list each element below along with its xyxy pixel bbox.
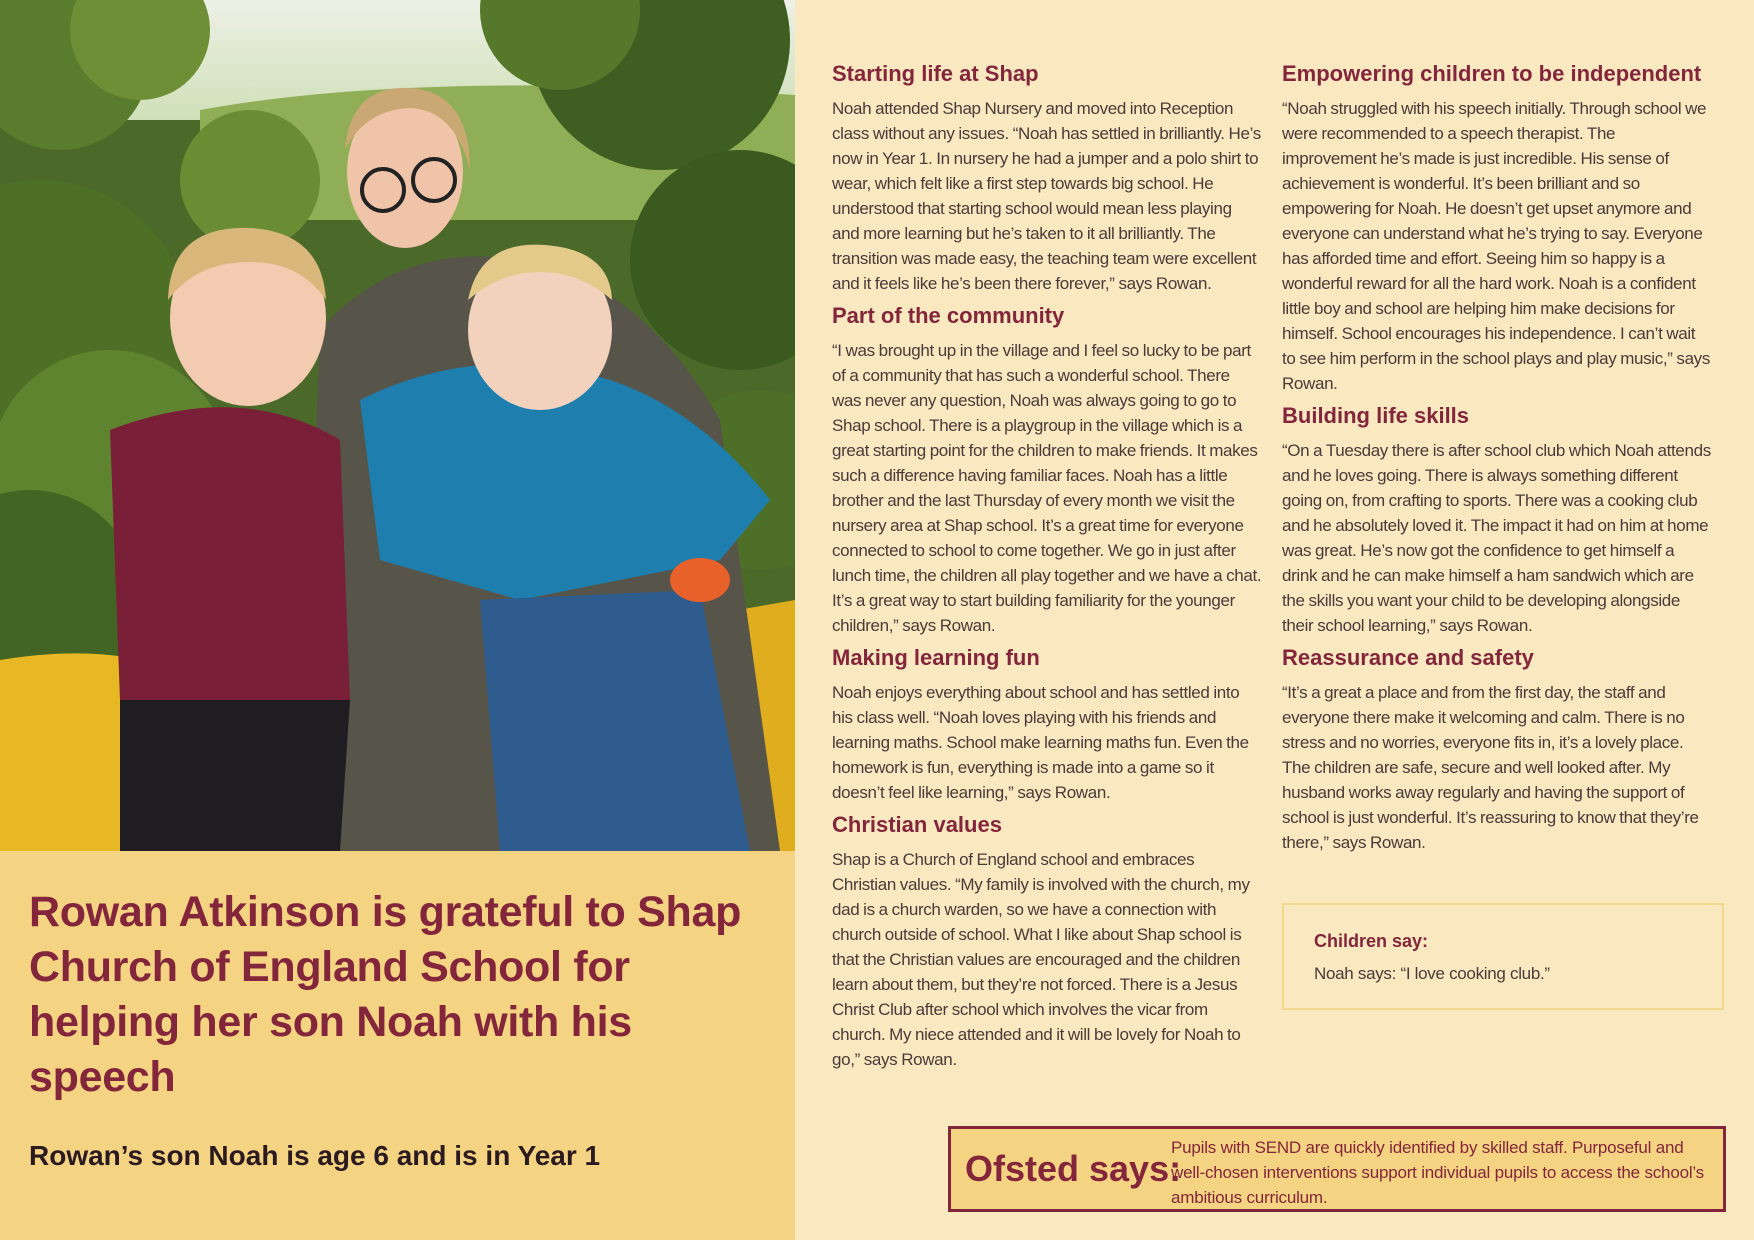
ofsted-quote: Pupils with SEND are quickly identified by skilled staff. Purposeful and well-chosen interventions support individual pupils to access the school’s ambitious curriculum. [1171, 1138, 1704, 1207]
section-heading: Christian values [832, 812, 1002, 837]
children-say-quote: Noah says: “I love cooking club.” [1314, 964, 1550, 983]
section-heading: Empowering children to be independent [1282, 61, 1702, 86]
section-body: “It’s a great a place and from the first day, the staff and everyone there make it welcoming and calm. There is no stress and no worries, everyone fits in, it’s a lovely place. The children are safe, secure and well looked after. My husband works away regularly and having the support of school is just wonderful. It’s reassuring to know that they’re there,” says Rowan. [1282, 683, 1699, 852]
section-body: Noah enjoys everything about school and has settled into his class well. “Noah loves playing with his friends and learning maths. School make learning maths fun. Even the homework is fun, everything is made into a game so it doesn’t feel like learning,” says Rowan. [832, 683, 1249, 802]
section-body: “I was brought up in the village and I feel so lucky to be part of a community that has such a wonderful school. There was never any question, Noah was always going to go to Shap school. There is a playgroup in the village which is a great starting point for the children to make friends. It makes such a difference having familiar faces. Noah has a little brother and the last Thursday of every month we visit the nursery area at Shap school. It’s a great time for everyone connected to school to come together. We go in just after lunch time, the children all play together and we have a chat. It’s a great way to start building familiarity for the younger children,” says Rowan. [832, 341, 1262, 635]
section-body: Noah attended Shap Nursery and moved into Reception class without any issues. “Noah has settled in brilliantly. He’s now in Year 1. In nursery he had a jumper and a polo shirt to wear, which felt like a first step towards big school. He understood that starting school would mean less playing and more learning but he’s taken to it all brilliantly. The transition was made easy, the teaching team were excellent and it feels like he’s been there forever,” says Rowan. [832, 99, 1261, 293]
right-text-column [1282, 58, 1712, 859]
section-heading: Building life skills [1282, 403, 1470, 428]
section-body: “On a Tuesday there is after school club which Noah attends and he loves going. There is always something different going on, from crafting to sports. There was a cooking club and he absolutely loved it. The impact it had on him at home was great. He’s now got the confidence to get himself a drink and he can make himself a ham sandwich which are the skills you want your child to be developing alongside their school learning,” says Rowan. [1282, 441, 1711, 635]
subheadline: Rowan’s son Noah is age 6 and is in Year 1 [29, 1140, 601, 1171]
section-heading: Making learning fun [832, 645, 1040, 670]
section-heading: Part of the community [832, 303, 1065, 328]
ofsted-title: Ofsted says: [965, 1148, 1182, 1189]
family-photo [0, 0, 795, 851]
children-say-title: Children say: [1314, 931, 1429, 951]
children-say-box [1282, 903, 1724, 1010]
section-body: Shap is a Church of England school and embraces Christian values. “My family is involved with the church, my dad is a church warden, so we have a connection with church outside of school. What I like about Shap school is that the Christian values are encouraged and the children learn about them, but they’re not forced. There is a Jesus Christ Club after school which involves the vicar from church. My niece attended and it will be lovely for Noah to go,” says Rowan. [832, 850, 1250, 1069]
section-heading: Reassurance and safety [1282, 645, 1534, 670]
ofsted-box [948, 1126, 1726, 1212]
section-heading: Starting life at Shap [832, 61, 1039, 86]
section-body: “Noah struggled with his speech initially. Through school we were recommended to a speech therapist. The improvement he’s made is just incredible. His sense of achievement is wonderful. It’s been brilliant and so empowering for Noah. He doesn’t get upset anymore and everyone can understand what he’s trying to say. Everyone has afforded time and effort. Seeing him so happy is a wonderful reward for all the hard work. Noah is a confident little boy and school are helping him make decisions for himself. School encourages his independence. I can’t wait to see him perform in the school plays and play music,” says Rowan. [1282, 99, 1710, 393]
headline: Rowan Atkinson is grateful to Shap Church of England School for helping her son Noah with his speech [29, 888, 742, 1101]
left-text-column [832, 58, 1262, 1076]
